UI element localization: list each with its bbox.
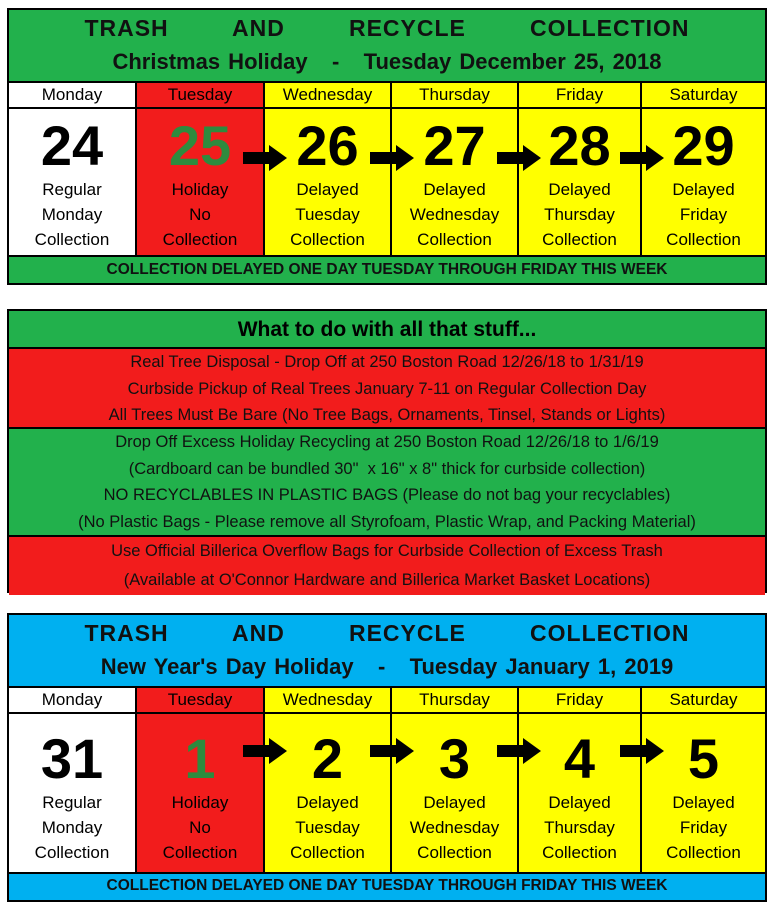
day-column-saturday [642,83,765,255]
day-desc-line: Thursday [544,818,615,837]
day-desc-line: Delayed [423,793,486,812]
day-column-monday [9,688,137,872]
info-line: Use Official Billerica Overflow Bags for Curbside Collection of Excess Trash [111,542,663,560]
day-desc-line: Delayed [296,180,359,199]
info-line: (Available at O'Connor Hardware and Billerica Market Basket Locations) [123,571,651,589]
day-column-thursday [392,688,519,872]
day-number: 2 [311,727,344,790]
day-desc-line: Thursday [544,205,615,224]
newyear-subtitle: New Year's Day Holiday - Tuesday January 1, 2019 [100,654,674,679]
tree-disposal-section [9,347,765,427]
info-line: Curbside Pickup of Real Trees January 7-11 on Regular Collection Day [127,379,647,398]
christmas-days [9,81,765,255]
day-desc-line: Collection [290,230,365,249]
day-desc-line: Holiday [171,180,229,199]
day-desc-line: Collection [666,843,741,862]
newyear-footer: COLLECTION DELAYED ONE DAY TUESDAY THROUGH FRIDAY THIS WEEK [9,872,765,897]
christmas-schedule [7,8,767,285]
day-desc-line: Tuesday [295,818,360,837]
day-name: Saturday [642,688,765,714]
day-desc-line: Collection [34,843,110,862]
christmas-footer: COLLECTION DELAYED ONE DAY TUESDAY THROUGH FRIDAY THIS WEEK [9,255,765,283]
day-desc-line: Delayed [672,180,735,199]
day-name: Wednesday [265,688,390,714]
day-number: 29 [672,114,735,177]
day-desc-line: Collection [162,230,238,249]
day-cell [137,109,263,255]
day-desc-line: Monday [41,818,103,837]
info-line: (No Plastic Bags - Please remove all Styrofoam, Plastic Wrap, and Packing Material) [78,512,696,531]
day-desc-line: Collection [417,230,492,249]
day-number: 28 [548,114,611,177]
right-arrow-icon [497,738,541,764]
christmas-subtitle: Christmas Holiday - Tuesday December 25, 2018 [112,49,662,74]
day-number: 3 [438,727,471,790]
day-number: 1 [184,727,216,790]
day-desc-line: Regular [42,180,102,199]
day-name: Friday [519,688,640,714]
day-cell [9,109,135,255]
day-name: Monday [9,83,135,109]
right-arrow-icon [370,738,414,764]
day-desc-line: No [189,818,211,837]
right-arrow-icon [497,145,541,171]
day-column-saturday [642,688,765,872]
day-number: 26 [296,114,359,177]
holiday-disposal-info [7,309,767,593]
right-arrow-icon [243,738,287,764]
day-cell [642,714,765,872]
day-number: 25 [168,114,232,177]
day-desc-line: Delayed [548,793,611,812]
day-desc-line: Collection [666,230,741,249]
day-column-wednesday [265,688,392,872]
day-number: 4 [563,727,596,790]
day-column-monday [9,83,137,255]
info-line: All Trees Must Be Bare (No Tree Bags, Ornaments, Tinsel, Stands or Lights) [108,406,666,424]
day-desc-line: No [189,205,211,224]
day-desc-line: Wednesday [409,205,500,224]
day-number: 31 [40,727,104,790]
day-name: Tuesday [137,83,263,109]
day-desc-line: Collection [162,843,238,862]
day-desc-line: Delayed [423,180,486,199]
recycling-section [9,427,765,535]
day-desc-line: Collection [34,230,110,249]
day-desc-line: Friday [679,205,728,224]
day-desc-line: Delayed [296,793,359,812]
newyear-schedule [7,613,767,902]
day-desc-line: Collection [290,843,365,862]
day-desc-line: Delayed [672,793,735,812]
day-name: Saturday [642,83,765,109]
day-desc-line: Collection [417,843,492,862]
day-column-friday [519,688,642,872]
right-arrow-icon [243,145,287,171]
day-desc-line: Monday [41,205,103,224]
day-desc-line: Regular [42,793,102,812]
day-name: Thursday [392,688,517,714]
info-title: What to do with all that stuff... [9,311,765,347]
day-desc-line: Collection [542,843,617,862]
right-arrow-icon [620,738,664,764]
day-cell [392,109,517,255]
right-arrow-icon [620,145,664,171]
day-desc-line: Tuesday [295,205,360,224]
day-number: 27 [423,114,486,177]
day-desc-line: Holiday [171,793,229,812]
day-column-tuesday [137,688,265,872]
day-desc-line: Wednesday [409,818,500,837]
day-cell [265,109,390,255]
day-name: Wednesday [265,83,390,109]
info-line: (Cardboard can be bundled 30" x 16" x 8" thick for curbside collection) [128,459,646,478]
info-line: Real Tree Disposal - Drop Off at 250 Boston Road 12/26/18 to 1/31/19 [130,353,644,371]
right-arrow-icon [370,145,414,171]
day-desc-line: Friday [679,818,728,837]
day-number: 24 [40,114,104,177]
day-name: Tuesday [137,688,263,714]
day-desc-line: Delayed [548,180,611,199]
info-line: Drop Off Excess Holiday Recycling at 250 Boston Road 12/26/18 to 1/6/19 [115,433,659,451]
day-cell [519,109,640,255]
newyear-title: TRASH AND RECYCLE COLLECTION [84,620,690,646]
day-cell [642,109,765,255]
christmas-title: TRASH AND RECYCLE COLLECTION [84,15,690,41]
day-name: Thursday [392,83,517,109]
newyear-days [9,686,765,872]
day-name: Friday [519,83,640,109]
day-cell [9,714,135,872]
day-name: Monday [9,688,135,714]
day-number: 5 [687,727,720,790]
excess-trash-section [9,535,765,595]
day-desc-line: Collection [542,230,617,249]
info-line: NO RECYCLABLES IN PLASTIC BAGS (Please do not bag your recyclables) [103,486,671,504]
